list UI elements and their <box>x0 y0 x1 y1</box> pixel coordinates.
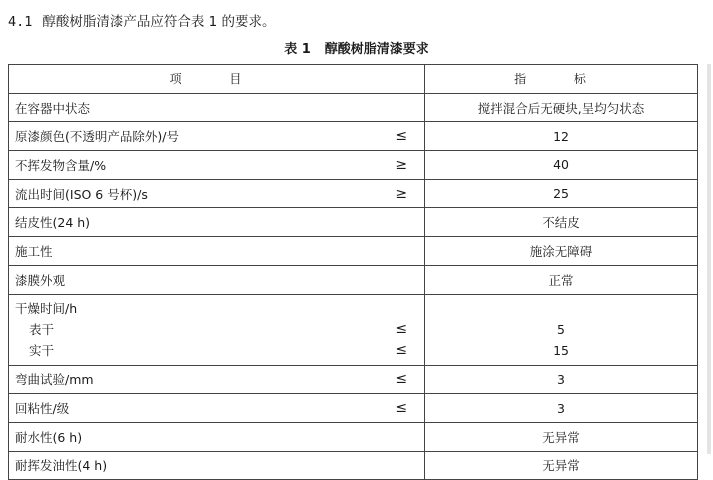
drying-title: 干燥时间/h <box>15 301 78 316</box>
row-operator <box>379 237 425 266</box>
row-value: 无异常 <box>425 451 698 480</box>
drying-values <box>425 294 698 365</box>
table-row <box>9 237 698 266</box>
table-row <box>9 122 698 151</box>
hard-dry-value: 15 <box>553 343 569 358</box>
row-item: 结皮性(24 h) <box>9 208 379 237</box>
row-item: 弯曲试验/mm <box>9 365 379 394</box>
table-row <box>9 179 698 208</box>
table-title: 醇酸树脂清漆要求 <box>324 42 429 57</box>
table-caption <box>0 38 713 57</box>
row-value: 搅拌混合后无硬块,呈均匀状态 <box>425 93 698 122</box>
clause-text: 醇酸树脂清漆产品应符合表 1 的要求。 <box>42 14 276 30</box>
surface-dry-operator: ≤ <box>395 321 408 337</box>
clause-line <box>8 10 276 30</box>
row-item: 原漆颜色(不透明产品除外)/号 <box>9 122 379 151</box>
drying-operators <box>379 294 425 365</box>
header-value: 指 标 <box>425 65 698 94</box>
table-row <box>9 265 698 294</box>
header-item: 项 目 <box>9 65 425 94</box>
row-operator <box>379 93 425 122</box>
row-value: 25 <box>425 179 698 208</box>
row-operator: ≤ <box>379 122 425 151</box>
row-item: 耐水性(6 h) <box>9 422 379 451</box>
table-row-drying-time <box>9 294 698 365</box>
row-value: 正常 <box>425 265 698 294</box>
table-row <box>9 93 698 122</box>
row-operator <box>379 208 425 237</box>
row-value: 不结皮 <box>425 208 698 237</box>
table-row <box>9 394 698 423</box>
row-value: 施涂无障碍 <box>425 237 698 266</box>
row-value: 12 <box>425 122 698 151</box>
row-value: 3 <box>425 394 698 423</box>
row-value: 无异常 <box>425 422 698 451</box>
row-item: 在容器中状态 <box>9 93 379 122</box>
row-operator: ≥ <box>379 151 425 180</box>
row-item: 不挥发物含量/% <box>9 151 379 180</box>
requirements-table <box>8 64 698 480</box>
row-operator <box>379 422 425 451</box>
row-operator: ≥ <box>379 179 425 208</box>
surface-dry-label: 表干 <box>29 322 55 337</box>
hard-dry-label: 实干 <box>29 343 55 358</box>
surface-dry-value: 5 <box>557 322 565 337</box>
page-scrollbar[interactable] <box>707 64 711 454</box>
hard-dry-operator: ≤ <box>395 342 408 358</box>
row-item: 施工性 <box>9 237 379 266</box>
row-item: 流出时间(ISO 6 号杯)/s <box>9 179 379 208</box>
row-value: 40 <box>425 151 698 180</box>
row-value: 3 <box>425 365 698 394</box>
clause-number: 4.1 <box>8 14 33 30</box>
row-operator <box>379 451 425 480</box>
row-operator: ≤ <box>379 394 425 423</box>
table-row <box>9 208 698 237</box>
table-number: 表 1 <box>284 42 311 57</box>
row-item: 耐挥发油性(4 h) <box>9 451 379 480</box>
drying-items <box>9 294 379 365</box>
table-header-row <box>9 65 698 94</box>
row-operator: ≤ <box>379 365 425 394</box>
table-row <box>9 422 698 451</box>
table-row <box>9 151 698 180</box>
table-row <box>9 365 698 394</box>
row-item: 回粘性/级 <box>9 394 379 423</box>
row-item: 漆膜外观 <box>9 265 379 294</box>
row-operator <box>379 265 425 294</box>
table-row <box>9 451 698 480</box>
